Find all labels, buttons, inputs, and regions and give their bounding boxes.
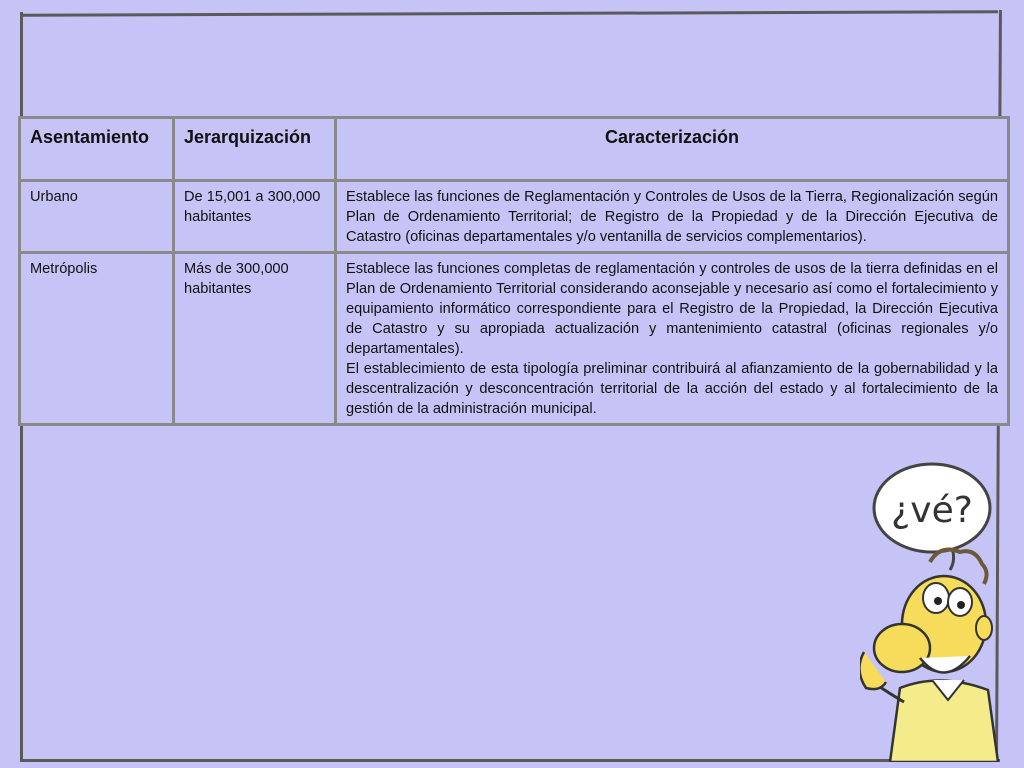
frame-bottom-line xyxy=(20,759,1000,762)
cell-caracterizacion xyxy=(337,254,1007,423)
table-row xyxy=(21,182,1007,254)
speech-bubble-text: ¿vé? xyxy=(891,490,973,531)
caracterizacion-paragraph: Establece las funciones completas de reglamentación y controles de usos de la tierra definidas en el Plan de Ordenamiento Territorial considerando aconsejable y necesario así como el fortalecimiento y equipamiento informático correspondiente para el Registro de la Propiedad, la Dirección Ejecutiva de Catastro y su apropiada actualización y mantenimiento catastral (oficinas regionales y/o departamentales). xyxy=(346,261,998,357)
header-caracterizacion: Caracterización xyxy=(337,119,1007,182)
cell-caracterizacion: Establece las funciones de Reglamentación y Controles de Usos de la Tierra, Regionalización según Plan de Ordenamiento Territorial; de Registro de la Propiedad y de la Dirección Ejecutiva de Catastro (oficinas departamentales y/o ventanilla de servicios complementarios). xyxy=(337,182,1007,254)
settlement-table xyxy=(18,116,1010,426)
cartoon-character-icon xyxy=(860,452,1010,767)
cell-jerarquizacion: Más de 300,000 habitantes xyxy=(175,254,337,423)
caracterizacion-paragraph-extra: El establecimiento de esta tipología preliminar contribuirá al afianzamiento de la gobernabilidad y la descentralización y desconcentración territorial de la acción del estado y al fortalecimiento de la gestión de la administración municipal. xyxy=(346,361,998,417)
header-jerarquizacion: Jerarquización xyxy=(175,119,337,182)
cell-jerarquizacion: De 15,001 a 300,000 habitantes xyxy=(175,182,337,254)
table-row xyxy=(21,254,1007,423)
settlement-table-wrapper xyxy=(18,116,1004,426)
cartoon-svg xyxy=(860,452,1010,762)
cell-asentamiento: Urbano xyxy=(21,182,175,254)
table-header-row xyxy=(21,119,1007,182)
cell-asentamiento: Metrópolis xyxy=(21,254,175,423)
frame-top-line xyxy=(22,10,998,16)
header-asentamiento: Asentamiento xyxy=(21,119,175,182)
